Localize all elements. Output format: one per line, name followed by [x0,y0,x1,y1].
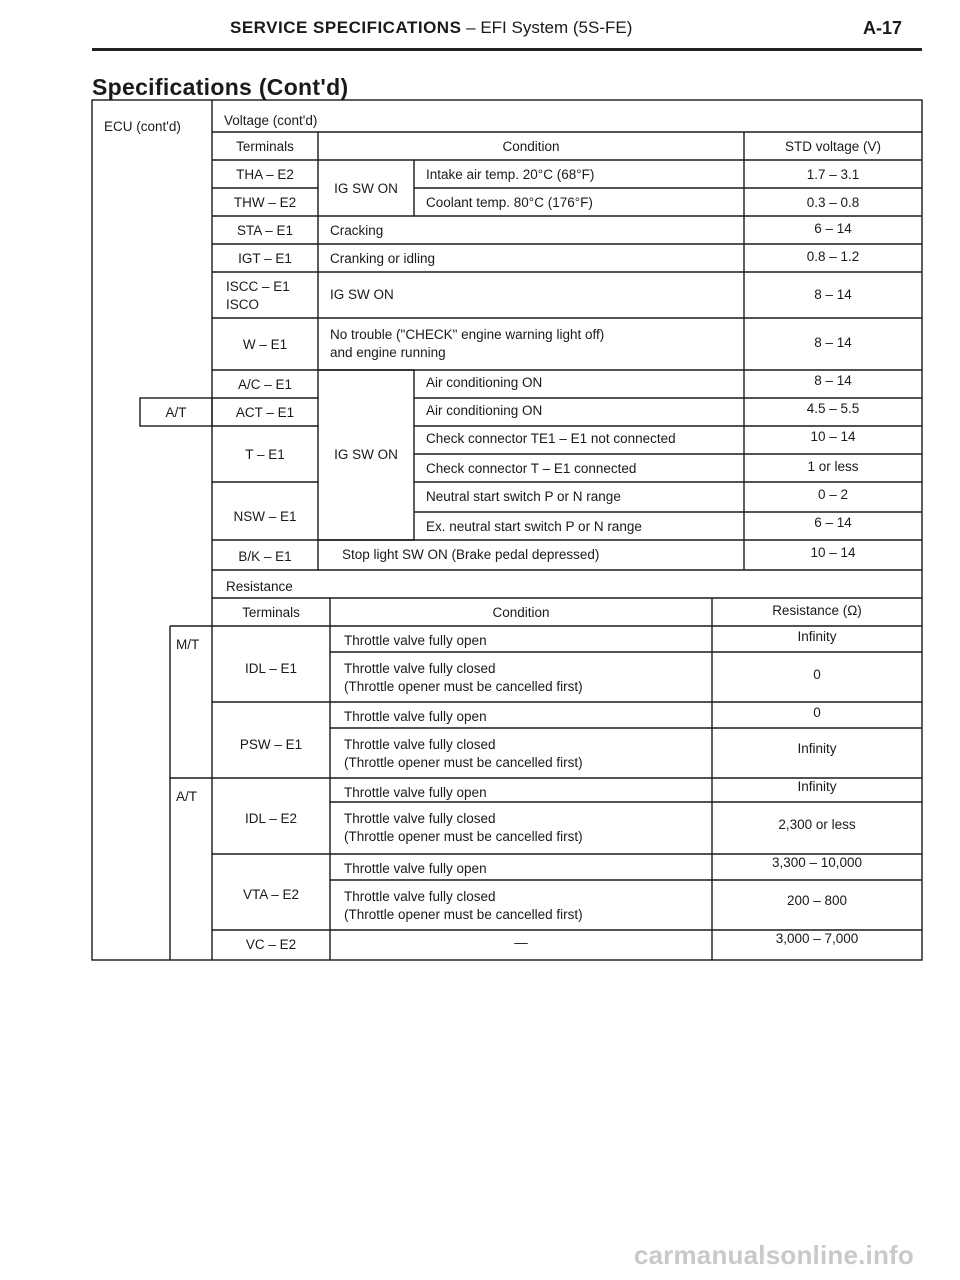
voltage-row-value: 4.5 – 5.5 [806,401,860,416]
resistance-section-label: Resistance [226,579,293,594]
voltage-row-value: 8 – 14 [814,335,852,350]
resistance-row-value: 0 [813,667,821,682]
voltage-row-terminal: B/K – E1 [238,549,292,564]
voltage-row-condition: Coolant temp. 80°C (176°F) [426,195,593,210]
resistance-row-condition: Throttle valve fully open [344,861,487,876]
resistance-header-condition: Condition [492,605,550,620]
voltage-row-value: 1 or less [807,459,859,474]
voltage-row-terminal: A/C – E1 [237,377,293,392]
voltage-row-value: 0.3 – 0.8 [806,195,860,210]
resistance-row-condition: Throttle valve fully closed (Throttle opener must be cancelled first) [344,889,583,922]
voltage-row-condition: Check connector TE1 – E1 not connected [426,431,676,446]
voltage-row-value: 1.7 – 3.1 [806,167,860,182]
resistance-row-value: 3,300 – 10,000 [771,855,863,870]
voltage-header-terminals: Terminals [236,139,294,154]
ig-sw-on-label-top: IG SW ON [334,181,398,196]
voltage-row-condition: IG SW ON [330,287,394,302]
voltage-row-terminal: NSW – E1 [233,509,297,524]
voltage-header-condition: Condition [502,139,560,154]
voltage-row-value: 8 – 14 [814,373,852,388]
header-section-title: SERVICE SPECIFICATIONS [230,18,462,37]
resistance-row-condition: Throttle valve fully open [344,785,487,800]
voltage-row-value: 10 – 14 [810,545,856,560]
resistance-header-terminals: Terminals [242,605,300,620]
voltage-row-value: 0.8 – 1.2 [806,249,860,264]
voltage-row-value: 6 – 14 [814,515,852,530]
voltage-row-terminal: THA – E2 [236,167,294,182]
resistance-row-value: Infinity [797,779,837,794]
resistance-row-terminal: IDL – E1 [244,661,298,676]
resistance-row-condition: Throttle valve fully closed (Throttle opener must be cancelled first) [344,811,583,844]
resistance-row-condition: Throttle valve fully closed (Throttle opener must be cancelled first) [344,661,583,694]
voltage-row-terminal: T – E1 [245,447,285,462]
voltage-section-label: Voltage (cont'd) [224,113,318,128]
header-subtitle: – EFI System (5S-FE) [461,18,633,37]
voltage-row-value: 10 – 14 [810,429,856,444]
resistance-row-condition: Throttle valve fully open [344,633,487,648]
voltage-row-condition: Ex. neutral start switch P or N range [426,519,642,534]
resistance-row-condition: — [514,935,528,950]
voltage-row-condition: Cracking [330,223,384,238]
voltage-row-condition: Air conditioning ON [426,403,543,418]
voltage-row-value: 0 – 2 [817,487,849,502]
voltage-row-condition: Stop light SW ON (Brake pedal depressed) [342,547,600,562]
resistance-row-terminal: VC – E2 [245,937,297,952]
resistance-row-condition: Throttle valve fully closed (Throttle opener must be cancelled first) [344,737,583,770]
resistance-row-value: 2,300 or less [778,817,856,832]
resistance-row-value: Infinity [797,741,837,756]
at-tag-resistance: A/T [176,789,198,804]
at-tag-voltage: A/T [165,405,187,420]
mt-tag: M/T [176,637,200,652]
resistance-row-terminal: PSW – E1 [239,737,303,752]
voltage-row-condition: Check connector T – E1 connected [426,461,637,476]
ecu-label: ECU (cont'd) [104,119,181,134]
resistance-row-terminal: VTA – E2 [242,887,300,902]
resistance-row-terminal: IDL – E2 [244,811,298,826]
resistance-row-value: 0 [813,705,821,720]
voltage-row-terminal: IGT – E1 [238,251,292,266]
voltage-header-value: STD voltage (V) [784,139,882,154]
resistance-header-value: Resistance (Ω) [772,603,862,618]
voltage-row-terminal: W – E1 [242,337,288,352]
voltage-row-terminal: ISCC – E1 ISCO [226,279,290,312]
ig-sw-on-label-mid: IG SW ON [334,447,398,462]
voltage-row-value: 8 – 14 [814,287,852,302]
voltage-row-condition: Air conditioning ON [426,375,543,390]
watermark-footer: carmanualsonline.info [633,1240,914,1270]
resistance-row-value: 200 – 800 [786,893,848,908]
page-number: A-17 [862,18,902,38]
voltage-row-condition: Neutral start switch P or N range [426,489,621,504]
voltage-row-condition: No trouble ("CHECK" engine warning light off) and engine running [330,327,605,360]
voltage-row-terminal: ACT – E1 [235,405,295,420]
page-title: Specifications (Cont'd) [92,74,349,100]
voltage-row-condition: Cranking or idling [330,251,436,266]
resistance-row-condition: Throttle valve fully open [344,709,487,724]
voltage-row-terminal: THW – E2 [233,195,297,210]
voltage-row-condition: Intake air temp. 20°C (68°F) [426,167,595,182]
resistance-row-value: 3,000 – 7,000 [775,931,859,946]
voltage-row-terminal: STA – E1 [236,223,294,238]
voltage-row-value: 6 – 14 [814,221,852,236]
resistance-row-value: Infinity [797,629,837,644]
